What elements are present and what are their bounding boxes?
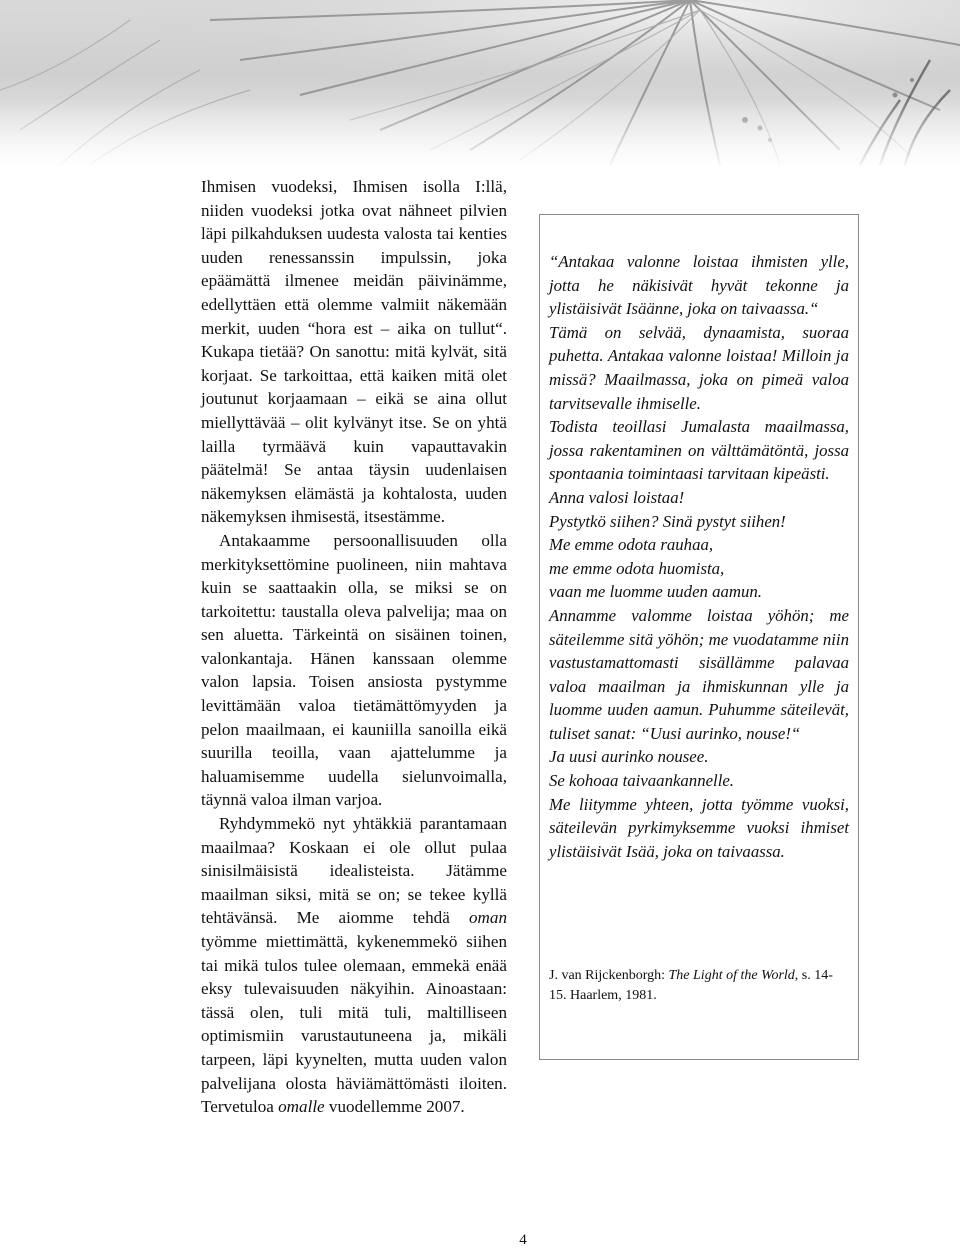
paragraph-3-text-b: työmme miettimättä, kykenemmekö siihen tai mikä tulos tulee olemaan, emmekä enää eksy tulevaisuuden näkyihin. Ainoastaan: tässä olen, tuli mitä tuli, maltilliseen optimismiin varustautuneena ja, mikäli tarpeen, läpi kyynelten, mutta uuden valon palvelijana olosta häviämättömästi iloiten. Tervetuloa [201,932,507,1117]
quote-line: “Antakaa valonne loistaa ihmisten ylle, jotta he näkisivät hyvät tekonne ja ylistäisivät Isäänne, joka on taivaassa.“ [549,252,849,319]
emphasis-oman: oman [469,908,507,928]
quote-line: Todista teoillasi Jumalasta maailmassa, jossa rakentaminen on välttämätöntä, jossa spontaania toimintaasi tarvitaan kipeästi. [549,417,849,484]
quote-line: Anna valosi loistaa! [549,487,685,507]
reference-title: The Light of the World [668,968,795,983]
quote-line: Tämä on selvää, dynaamista, suoraa puhetta. Antakaa valonne loistaa! Milloin ja missä? Maailmassa, joka on pimeä valoa tarvitsevalle ihmiselle. [549,322,849,413]
quote-line: vaan me luomme uuden aamun. [549,582,762,602]
quote-line: Pystytkö siihen? Sinä pystyt siihen! [549,511,786,531]
quote-line: Ja uusi aurinko nousee. [549,747,709,767]
paragraph-1: Ihmisen vuodeksi, Ihmisen isolla I:llä, niiden vuodeksi jotka ovat nähneet pilvien läpi pilkahduksen uudesta valosta tai kenties uuden renessanssin impulssin, joka epäämättä ilmenee meidän päivinämme, edellyttäen että olemme valmiit näkemään merkit, uuden “hora est – aika on tullut“. Kukapa tietää? On sanottu: mitä kylvät, sitä korjaat. Se tarkoittaa, että kaiken mitä olet joutunut korjaamaan – eikä se aina ollut miellyttävää – olit kylvänyt itse. Se on yhtä lailla tyrmäävä kuin vapauttavakin päätelmä! Se antaa täysin uudenlaisen näkemyksen elämästä ja kohtalosta, uuden näkemyksen ihmisestä, itsestämme. [201,177,507,527]
header-plant-photo [0,0,960,165]
quote-line: Annamme valomme loistaa yöhön; me säteilemme sitä yöhön; me vuodatamme niin vastustamattomasti sisällämme palavaa valoa maailman ja ihmiskunnan ylle ja luomme uuden aamun. Puhumme säteilevät, tuliset sanat: “Uusi aurinko, nouse!“ [549,605,849,743]
quote-text [549,250,849,863]
quote-line: Me liitymme yhteen, jotta työmme vuoksi, säteilevän pyrkimyksemme vuoksi ihmiset ylistäisivät Isää, joka on taivaassa. [549,794,849,861]
article-column [201,175,507,1119]
reference-details: , s. 14-15. Haarlem, 1981. [549,968,833,1003]
paragraph-2: Antakaamme persoonallisuuden olla merkityksettömine puolineen, niin mahtava kuin se saattaakin olla, se miksi se on tarkoitettu: taustalla oleva palvelija; maa on sen aluetta. Tärkeintä on sisäinen toinen, valonkantaja. Hänen kanssaan olemme valon lapsia. Toisen ansiosta pystymme levittämään valoa tietämättömyyden ja pelon maailmaan, ei kauniilla sanoilla eikä suurilla teoilla, vaan ajattelumme ja haluamisemme uudella sielunvoimalla, täynnä valoa ilman varjoa. [201,530,507,810]
paragraph-3-text-a: Ryhdymmekö nyt yhtäkkiä parantamaan maailmaa? Koskaan ei ole ollut pulaa sinisilmäisistä idealisteista. Jätämme maailman siksi, mitä se on; se tekee kyllä tehtävänsä. Me aiomme tehdä [201,814,507,928]
quote-line: Se kohoaa taivaankannelle. [549,771,735,791]
source-reference [549,966,849,1006]
paragraph-3-text-c: vuodellemme 2007. [324,1097,465,1117]
page-number: 4 [519,1232,527,1248]
quote-line: Me emme odota rauhaa, [549,535,714,555]
reference-author: J. van Rijckenborgh: [549,968,669,983]
quote-line: me emme odota huomista, [549,558,725,578]
emphasis-omalle: omalle [278,1097,325,1117]
paragraph-3 [201,812,507,1119]
